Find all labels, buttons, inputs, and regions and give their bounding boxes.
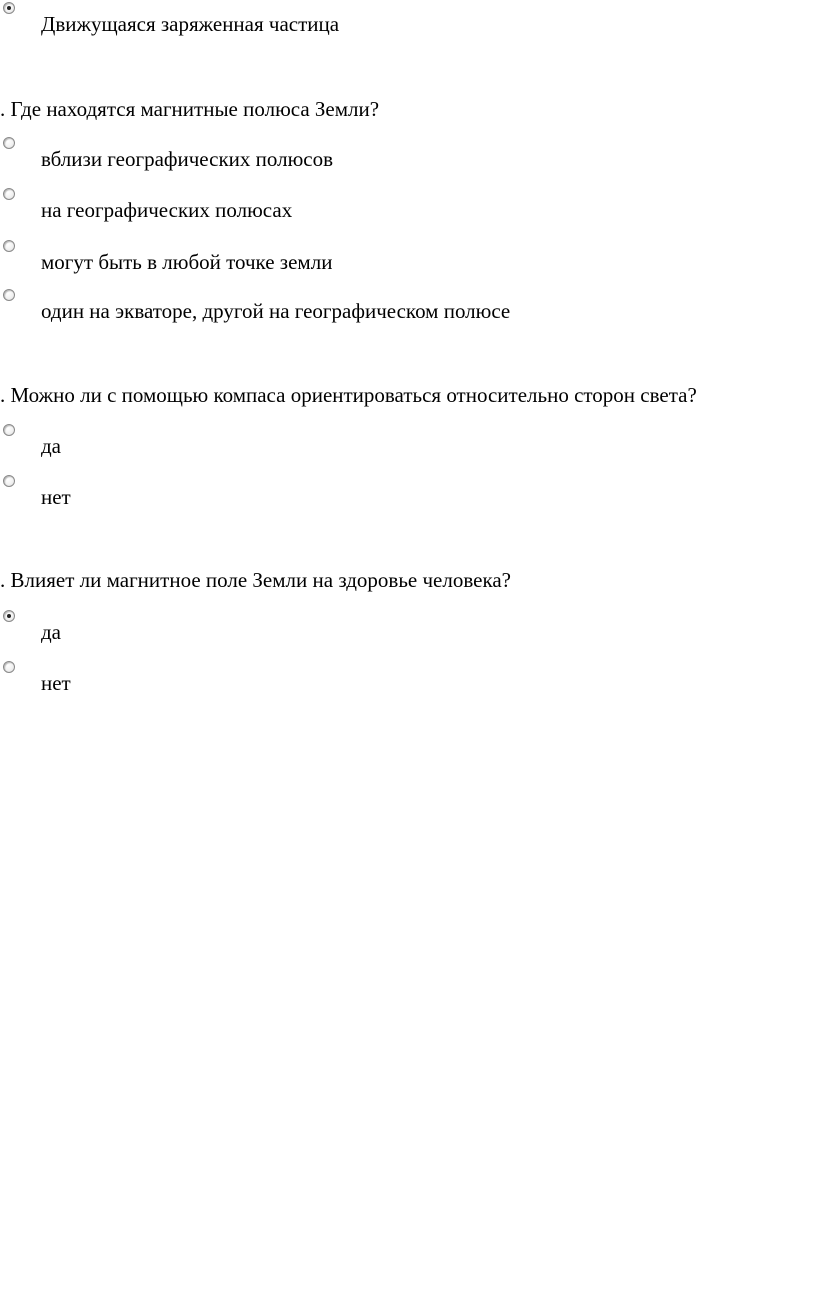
radio-button[interactable] xyxy=(3,289,15,301)
radio-button[interactable] xyxy=(3,188,15,200)
question-text: . Можно ли с помощью компаса ориентироваться относительно сторон света? xyxy=(0,383,697,407)
option-label: Движущаяся заряженная частица xyxy=(41,12,340,36)
question-text: . Где находятся магнитные полюса Земли? xyxy=(0,97,380,121)
option-label: могут быть в любой точке земли xyxy=(41,250,333,274)
option-label: нет xyxy=(41,671,71,695)
option-label: один на экваторе, другой на географическом полюсе xyxy=(41,299,511,323)
radio-button[interactable] xyxy=(3,137,15,149)
option-label: да xyxy=(41,434,62,458)
radio-button[interactable] xyxy=(3,240,15,252)
option-label: да xyxy=(41,620,62,644)
option-label: на географических полюсах xyxy=(41,198,293,222)
radio-button[interactable] xyxy=(3,424,15,436)
radio-button[interactable] xyxy=(3,475,15,487)
radio-button[interactable] xyxy=(3,610,15,622)
radio-button[interactable] xyxy=(3,2,15,14)
option-label: нет xyxy=(41,485,71,509)
question-text: . Влияет ли магнитное поле Земли на здоровье человека? xyxy=(0,568,511,592)
option-label: вблизи географических полюсов xyxy=(41,147,334,171)
radio-button[interactable] xyxy=(3,661,15,673)
